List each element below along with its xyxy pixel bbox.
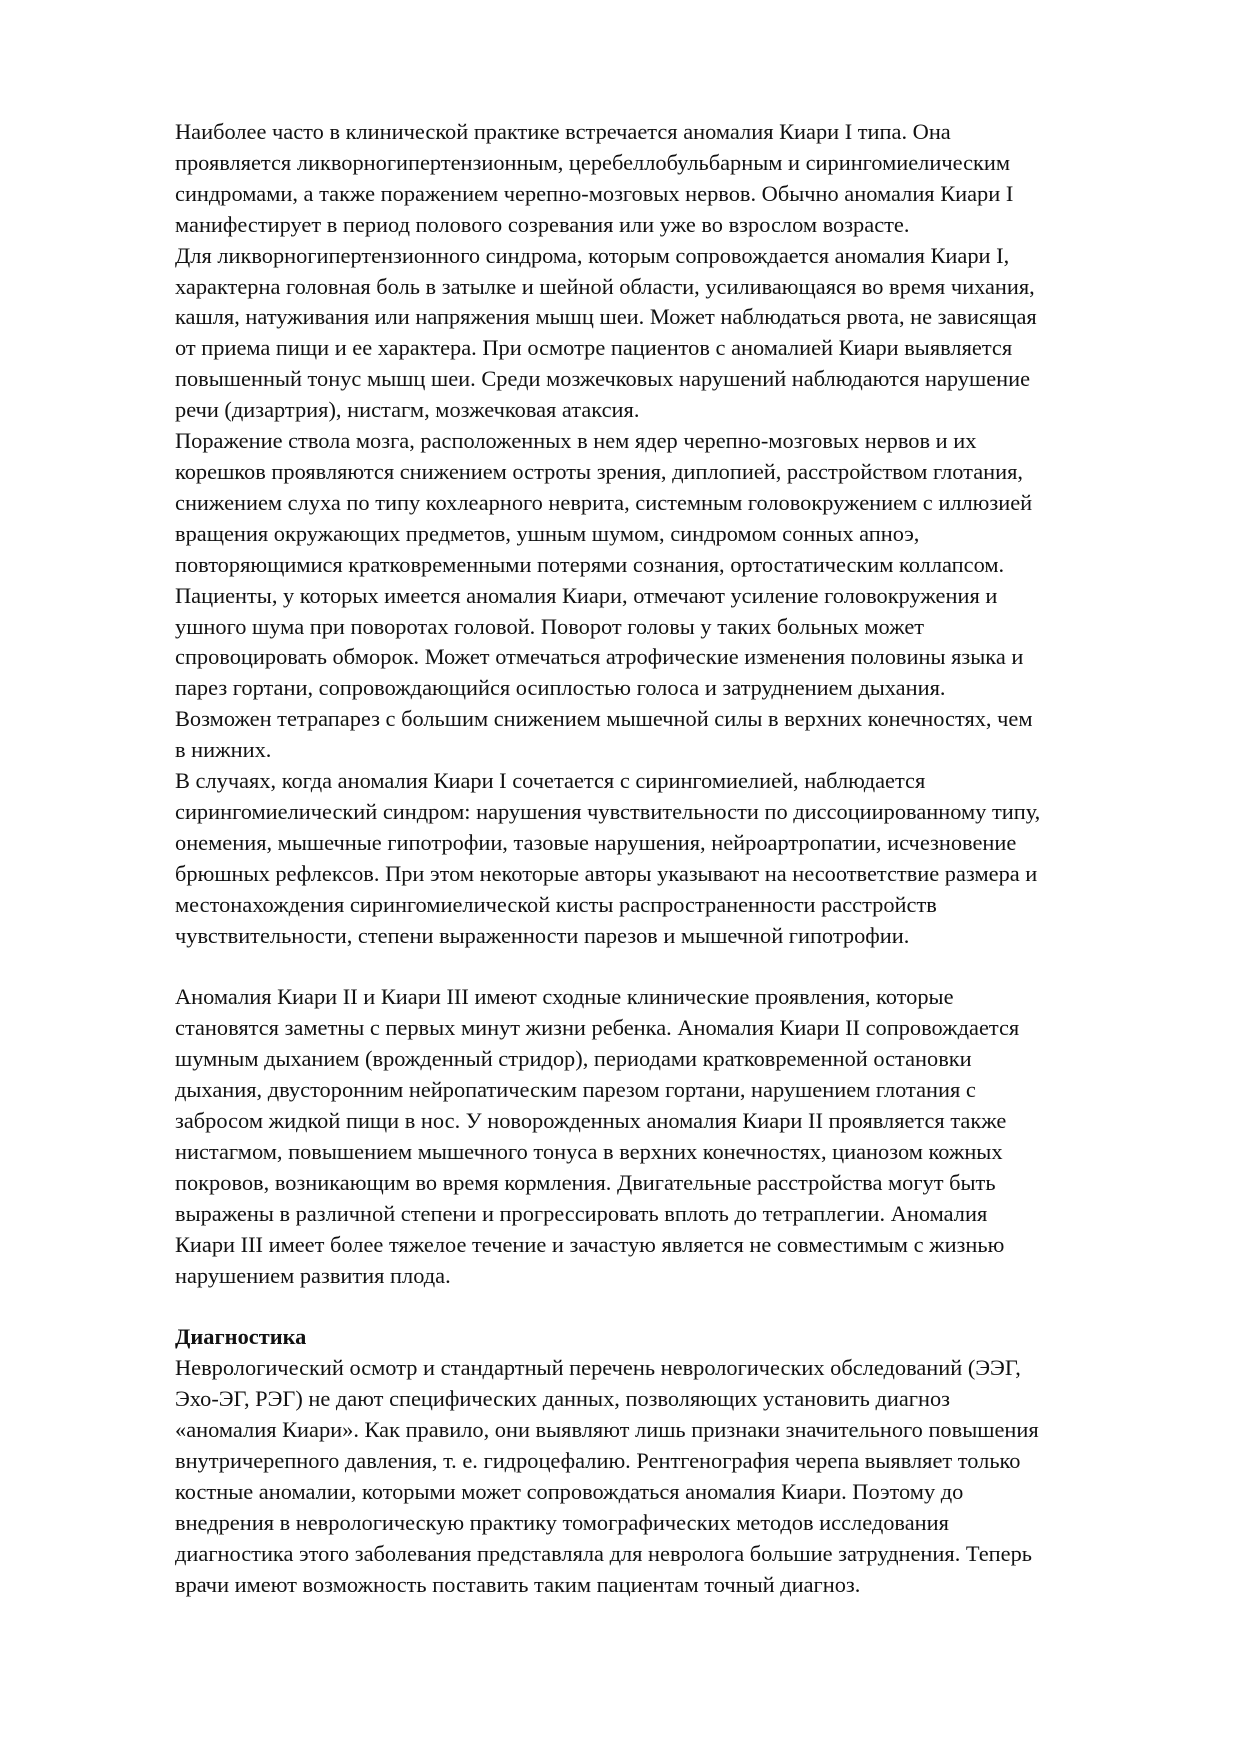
paragraph-chiari-type-2-3	[175, 982, 1165, 1291]
text-line: вращения окружающих предметов, ушным шумом, синдромом сонных апноэ,	[175, 520, 920, 546]
section-diagnostics	[175, 1322, 1165, 1600]
text-line: брюшных рефлексов. При этом некоторые авторы указывают на несоответствие размера и	[175, 860, 1038, 886]
text-line: Неврологический осмотр и стандартный перечень неврологических обследований (ЭЭГ,	[175, 1355, 1021, 1381]
text-line: в нижних.	[175, 737, 272, 763]
paragraph-spacer	[175, 1291, 1165, 1322]
text-line: Для ликворногипертензионного синдрома, которым сопровождается аномалия Киари I,	[175, 242, 1010, 268]
text-line: речи (дизартрия), нистагм, мозжечковая атаксия.	[175, 397, 640, 423]
text-line: врачи имеют возможность поставить таким пациентам точный диагноз.	[175, 1571, 861, 1597]
text-line: повышенный тонус мышц шеи. Среди мозжечковых нарушений наблюдаются нарушение	[175, 366, 1031, 392]
text-line: Поражение ствола мозга, расположенных в нем ядер черепно-мозговых нервов и их	[175, 428, 977, 454]
text-line: синдромами, а также поражением черепно-мозговых нервов. Обычно аномалия Киари I	[175, 180, 1014, 206]
text-line: шумным дыханием (врожденный стридор), периодами кратковременной остановки	[175, 1046, 972, 1072]
text-line: Наиболее часто в клинической практике встречается аномалия Киари I типа. Она	[175, 119, 951, 144]
text-line: парез гортани, сопровождающийся осиплостью голоса и затруднением дыхания.	[175, 675, 946, 701]
text-line: чувствительности, степени выраженности парезов и мышечной гипотрофии.	[175, 922, 910, 948]
text-line: спровоцировать обморок. Может отмечаться атрофические изменения половины языка и	[175, 644, 1024, 670]
text-line: Аномалия Киари II и Киари III имеют сходные клинические проявления, которые	[175, 984, 954, 1010]
text-line: ушного шума при поворотах головой. Поворот головы у таких больных может	[175, 613, 925, 639]
text-line: забросом жидкой пищи в нос. У новорожденных аномалия Киари II проявляется также	[175, 1107, 1007, 1133]
text-line: местонахождения сирингомиелической кисты распространенности расстройств	[175, 891, 937, 917]
text-line: диагностика этого заболевания представляла для невролога большие затруднения. Теперь	[175, 1540, 1032, 1566]
text-line: корешков проявляются снижением остроты зрения, диплопией, расстройством глотания,	[175, 458, 1024, 484]
text-line: становятся заметны с первых минут жизни ребенка. Аномалия Киари II сопровождается	[175, 1015, 1020, 1041]
text-line: проявляется ликворногипертензионным, церебеллобульбарным и сирингомиелическим	[175, 149, 1011, 175]
text-line: внедрения в неврологическую практику томографических методов исследования	[175, 1509, 949, 1535]
section-heading: Диагностика	[175, 1324, 307, 1350]
text-line: характерна головная боль в затылке и шейной области, усиливающаяся во время чихания,	[175, 273, 1035, 299]
text-line: нарушением развития плода.	[175, 1262, 451, 1288]
text-line: от приема пищи и ее характера. При осмотре пациентов с аномалией Киари выявляется	[175, 335, 1013, 361]
text-line: манифестирует в период полового созревания или уже во взрослом возрасте.	[175, 211, 910, 237]
text-line: внутричерепного давления, т. е. гидроцефалию. Рентгенография черепа выявляет только	[175, 1447, 1021, 1473]
text-line: покровов, возникающим во время кормления. Двигательные расстройства могут быть	[175, 1169, 996, 1195]
text-line: снижением слуха по типу кохлеарного неврита, системным головокружением с иллюзией	[175, 489, 1033, 515]
text-line: кашля, натуживания или напряжения мышц шеи. Может наблюдаться рвота, не зависящая	[175, 304, 1037, 330]
text-line: онемения, мышечные гипотрофии, тазовые нарушения, нейроартропатии, исчезновение	[175, 829, 1017, 855]
text-line: выражены в различной степени и прогрессировать вплоть до тетраплегии. Аномалия	[175, 1200, 988, 1226]
text-line: Пациенты, у которых имеется аномалия Киари, отмечают усиление головокружения и	[175, 582, 998, 608]
text-line: костные аномалии, которыми может сопровождаться аномалия Киари. Поэтому до	[175, 1478, 964, 1504]
paragraph-chiari-type-1	[175, 117, 1165, 241]
text-line: «аномалия Киари». Как правило, они выявляют лишь признаки значительного повышения	[175, 1417, 1039, 1443]
text-line: сирингомиелический синдром: нарушения чувствительности по диссоциированному типу,	[175, 798, 1041, 824]
text-line: Киари III имеет более тяжелое течение и зачастую является не совместимым с жизнью	[175, 1231, 1005, 1257]
paragraph-spacer	[175, 951, 1165, 982]
text-line: дыхания, двусторонним нейропатическим парезом гортани, нарушением глотания с	[175, 1077, 976, 1103]
document-page	[175, 117, 1165, 1600]
text-line: нистагмом, повышением мышечного тонуса в верхних конечностях, цианозом кожных	[175, 1138, 1003, 1164]
text-line: повторяющимися кратковременными потерями сознания, ортостатическим коллапсом.	[175, 551, 1005, 577]
text-line: Эхо-ЭГ, РЭГ) не дают специфических данных, позволяющих установить диагноз	[175, 1386, 950, 1412]
paragraph-brainstem-lesion	[175, 426, 1165, 766]
paragraph-hypertension-syndrome	[175, 241, 1165, 426]
text-line: Возможен тетрапарез с большим снижением мышечной силы в верхних конечностях, чем	[175, 706, 1033, 732]
text-line: В случаях, когда аномалия Киари I сочетается с сирингомиелией, наблюдается	[175, 768, 926, 794]
paragraph-syringomyelia	[175, 766, 1165, 951]
